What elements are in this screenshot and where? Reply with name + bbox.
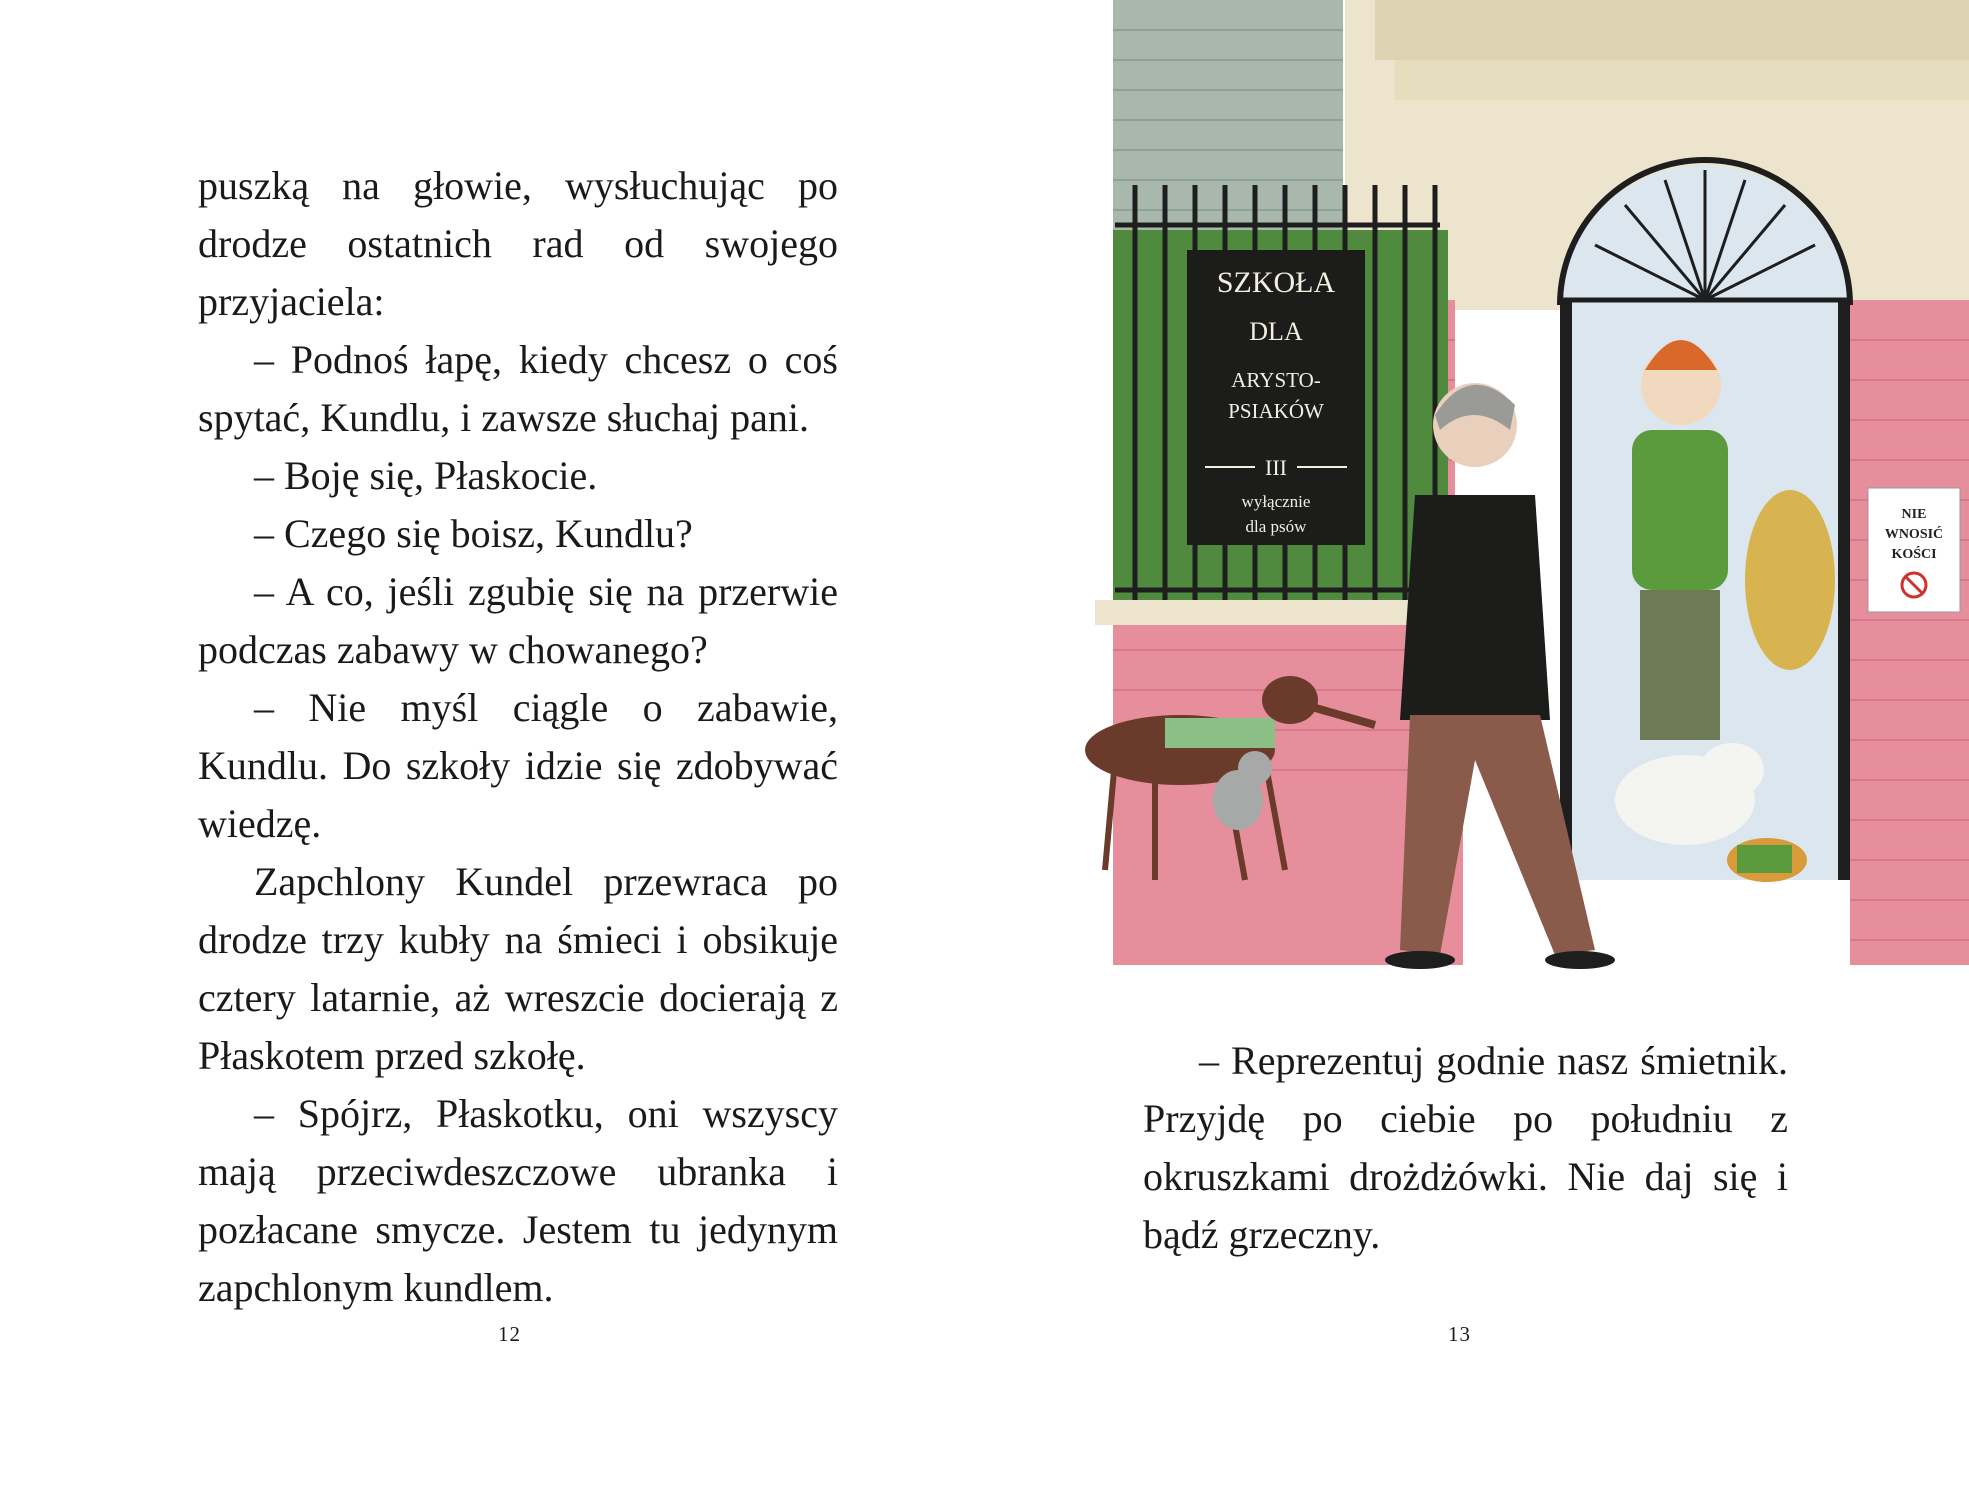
shaggy-dog xyxy=(1745,490,1835,670)
paragraph: – Reprezentuj godnie nasz śmietnik. Przyjdę po ciebie po południu z okruszkami drożdżówki. Nie daj się i bądź grzeczny. xyxy=(1143,1038,1788,1257)
sign-line-2: DLA xyxy=(1249,317,1303,346)
sign-line-1: SZKOŁA xyxy=(1216,266,1336,299)
left-page-text xyxy=(198,157,838,1317)
sign-line-3: ARYSTO- xyxy=(1231,368,1321,392)
sign-line-6: wyłącznie xyxy=(1241,492,1311,511)
boy-sweater xyxy=(1632,430,1728,590)
paragraph: – Boję się, Płaskocie. xyxy=(254,453,598,498)
sign-line-5: III xyxy=(1265,455,1287,480)
paragraph: puszką na głowie, wysłuchując po drodze ostatnich rad od swojego przyjaciela: xyxy=(198,163,838,324)
paragraph: – Spójrz, Płaskotku, oni wszyscy mają przeciwdeszczowe ubranka i pozłacane smycze. Jestem tu jedynym zapchlonym kundlem. xyxy=(198,1091,838,1310)
paragraph: – A co, jeśli zgubię się na przerwie podczas zabawy w chowanego? xyxy=(198,569,838,672)
sign-line-4: PSIAKÓW xyxy=(1228,399,1324,423)
school-entrance-illustration xyxy=(995,0,1969,985)
page-number-left: 12 xyxy=(498,1322,521,1346)
boy-trousers xyxy=(1640,590,1720,740)
pink-brick-wall-right xyxy=(1850,300,1969,965)
man-jacket xyxy=(1400,495,1550,720)
note-line-1: NIE xyxy=(1901,507,1927,522)
note-line-2: WNOSIĆ xyxy=(1884,527,1944,542)
note-line-3: KOŚCI xyxy=(1891,547,1937,562)
paragraph: Zapchlony Kundel przewraca po drodze trzy kubły na śmieci i obsikuje cztery latarnie, aż wreszcie docierają z Płaskotem przed szkołę. xyxy=(198,859,838,1078)
page-number-right: 13 xyxy=(1448,1322,1471,1346)
paragraph: – Podnoś łapę, kiedy chcesz o coś spytać, Kundlu, i zawsze słuchaj pani. xyxy=(198,337,838,440)
paragraph: – Czego się boisz, Kundlu? xyxy=(254,511,693,556)
sign-line-7: dla psów xyxy=(1245,517,1307,536)
right-page-text xyxy=(1143,1032,1788,1264)
paragraph: – Nie myśl ciągle o zabawie, Kundlu. Do szkoły idzie się zdobywać wiedzę. xyxy=(198,685,838,846)
